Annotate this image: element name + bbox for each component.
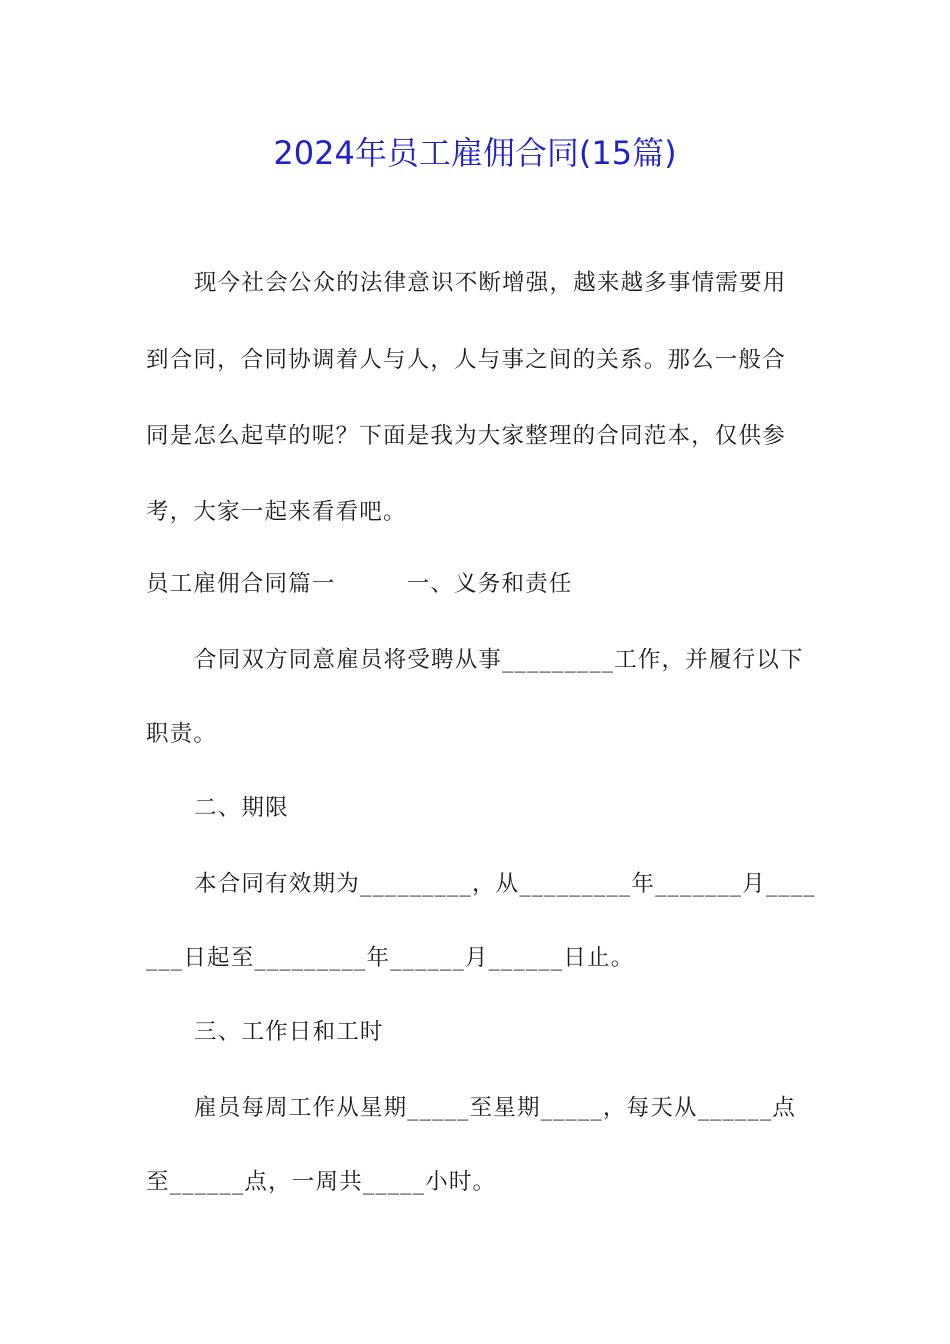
paragraph-line: 到合同，合同协调着人与人，人与事之间的关系。那么一般合 bbox=[146, 347, 786, 373]
paragraph-line: 至______点，一周共_____小时。 bbox=[146, 1169, 497, 1195]
section-heading: 二、期限 bbox=[194, 795, 289, 821]
paragraph-line: 同是怎么起草的呢？下面是我为大家整理的合同范本，仅供参 bbox=[146, 423, 786, 449]
document-title: 2024年员工雇佣合同(15篇) bbox=[273, 134, 677, 172]
paragraph-line: ___日起至_________年______月______日止。 bbox=[146, 945, 635, 971]
paragraph-line: 合同双方同意雇员将受聘从事_________工作，并履行以下 bbox=[194, 647, 804, 673]
section-heading: 三、工作日和工时 bbox=[194, 1019, 384, 1045]
paragraph-line: 职责。 bbox=[146, 721, 218, 747]
paragraph-line: 现今社会公众的法律意识不断增强，越来越多事情需要用 bbox=[194, 270, 787, 296]
paragraph-line: 雇员每周工作从星期_____至星期_____，每天从______点 bbox=[194, 1095, 797, 1121]
paragraph-line: 本合同有效期为_________，从_________年_______月____ bbox=[194, 871, 816, 897]
section-heading-line: 员工雇佣合同篇一 一、义务和责任 bbox=[146, 571, 573, 597]
paragraph-line: 考，大家一起来看看吧。 bbox=[146, 499, 407, 525]
